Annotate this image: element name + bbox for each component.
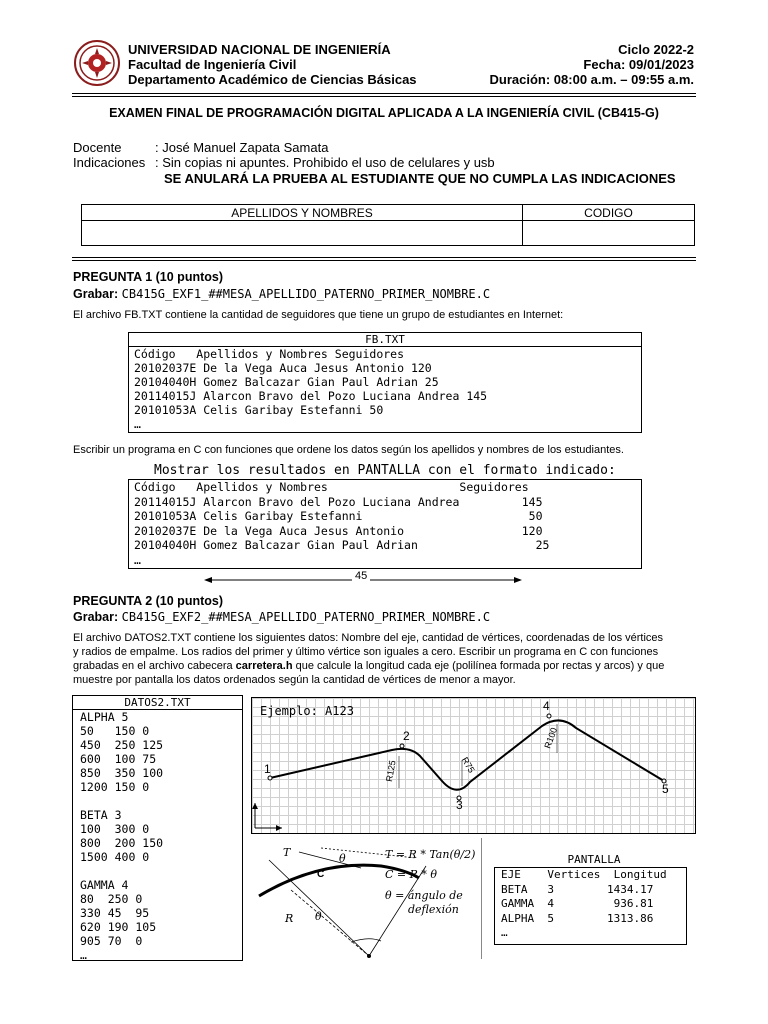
q2-para-2: y radios de empalme. Los radios del primer y último vértice son iguales a cero. Escribir un programa en C con funciones [73,646,659,658]
datos2-file-line: … [80,948,87,962]
q1-intro: El archivo FB.TXT contiene la cantidad de seguidores que tiene un grupo de estudiantes en Internet: [73,309,564,321]
datos2-file-line: 330 45 95 [80,906,150,920]
datos2-file-line: ALPHA 5 [80,710,129,724]
datos2-file-line [80,794,242,808]
q2-title: PREGUNTA 2 (10 puntos) [73,594,224,608]
formula-t: T = R * Tan(θ/2) [385,848,476,861]
fb-file-line: 20114015J Alarcon Bravo del Pozo Luciana Andrea 145 [134,389,488,403]
example-label: Ejemplo: A123 [260,704,354,718]
datos2-file-line: 620 190 105 [80,920,157,934]
q1-output-line: 20102037E De la Vega Auca Jesus Antonio 120 [134,523,543,538]
screen-line: BETA 3 1434.17 [501,882,654,896]
curve-label-c: C [317,869,325,880]
radius-label-r100: R100 [542,726,560,750]
names-input[interactable] [83,222,521,243]
student-table [81,204,695,246]
datos2-file-line: BETA 3 [80,808,122,822]
vertex-label-4: 4 [543,699,550,713]
curve-diagram [251,838,482,959]
radius-label-r125: R125 [383,759,398,783]
fb-file-box [128,332,642,433]
exam-title: EXAMEN FINAL DE PROGRAMACIÓN DIGITAL APLICADA A LA INGENIERÍA CIVIL (CB415-G) [109,106,659,120]
q1-output-line: 20114015J Alarcon Bravo del Pozo Luciana Andrea 145 [134,494,543,509]
names-header: APELLIDOS Y NOMBRES [231,206,373,220]
indicaciones-value: : Sin copias ni apuntes. Prohibido el uso de celulares y usb [155,155,495,170]
formula-theta-2: deflexión [408,903,459,916]
university-name: UNIVERSIDAD NACIONAL DE INGENIERÍA [128,42,391,57]
radius-label-r75: R75 [459,755,477,775]
curve-label-theta-2: θ [315,910,322,923]
datos2-file-line: 850 350 100 [80,766,164,780]
q1-output-line: … [134,552,141,567]
exam-duration: Duración: 08:00 a.m. – 09:55 a.m. [489,72,694,87]
fb-file-line: 20104040H Gomez Balcazar Gian Paul Adrian 25 [134,375,439,389]
faculty-name: Facultad de Ingeniería Civil [128,57,297,72]
indicaciones-label: Indicaciones [73,155,146,170]
fb-file-line: 20102037E De la Vega Auca Jesus Antonio 120 [134,361,432,375]
q2-save-file: CB415G_EXF2_##MESA_APELLIDO_PATERNO_PRIMER_NOMBRE.C [121,610,491,624]
screen-content [495,868,686,941]
example-graph [251,697,696,834]
q2-para-1: El archivo DATOS2.TXT contiene los siguientes datos: Nombre del eje, cantidad de vértices, coordenadas de los vértices [73,632,664,644]
fb-file-content [129,347,641,431]
datos2-file-line: 80 250 0 [80,892,143,906]
formula-c: C = R * θ [385,868,438,881]
width-label: 45 [352,570,370,582]
vertex-label-1: 1 [264,762,271,776]
q1-output-content [129,480,641,567]
datos2-file-line: 100 300 0 [80,822,150,836]
section-rule-2 [72,260,696,261]
docente-label: Docente [73,140,122,155]
fb-file-line: Código Apellidos y Nombres Seguidores [134,347,405,361]
datos2-file-box [72,695,243,961]
curve-label-theta: θ [339,852,346,865]
section-rule [72,257,696,258]
q2-save-label: Grabar: [73,610,119,624]
vertex-label-3: 3 [456,798,463,812]
curve-label-t: T [283,846,291,859]
q1-task: Escribir un programa en C con funciones que ordene los datos según los apellidos y nombres de los estudiantes. [73,444,624,456]
datos2-file-line [80,864,242,878]
q1-output-line: 20104040H Gomez Balcazar Gian Paul Adrian 25 [134,538,550,552]
header-file-name: carretera.h [235,660,293,672]
q1-save-label: Grabar: [73,287,119,301]
q1-show: Mostrar los resultados en PANTALLA con el formato indicado: [154,463,616,478]
q1-output-line: Código Apellidos y Nombres Seguidores [134,480,529,494]
university-seal [74,40,120,86]
datos2-file-content [73,710,242,962]
datos2-file-title: DATOS2.TXT [73,696,242,710]
code-header: CODIGO [584,206,633,220]
q1-save-file: CB415G_EXF1_##MESA_APELLIDO_PATERNO_PRIMER_NOMBRE.C [121,287,491,301]
datos2-file-line: 50 150 0 [80,724,150,738]
q1-output-box [128,479,642,569]
docente-value: : José Manuel Zapata Samata [155,140,329,155]
q2-save-line [73,610,490,624]
q1-title: PREGUNTA 1 (10 puntos) [73,270,224,284]
screen-line: EJE Vertices Longitud [501,868,667,881]
screen-line: … [501,926,508,939]
datos2-file-line: 450 250 125 [80,738,164,752]
datos2-file-line: GAMMA 4 [80,878,129,892]
screen-line: GAMMA 4 936.81 [501,897,654,910]
screen-box [494,867,687,945]
q1-output-line: 20101053A Celis Garibay Estefanni 50 [134,509,543,523]
datos2-file-line: 600 100 75 [80,752,157,766]
datos2-file-line: 800 200 150 [80,836,164,850]
vertex-label-5: 5 [662,782,669,796]
cycle: Ciclo 2022-2 [618,42,694,57]
screen-title: PANTALLA [567,853,621,866]
q2-para-4: muestre por pantalla los datos ordenados según la cantidad de vértices de menor a mayor. [73,674,516,686]
datos2-file-line: 1500 400 0 [80,850,150,864]
q1-save-line [73,287,490,301]
fb-file-title: FB.TXT [129,333,641,347]
datos2-file-line: 1200 150 0 [80,780,150,794]
fb-file-line: 20101053A Celis Garibay Estefanni 50 [134,403,384,417]
datos2-file-line: 905 70 0 [80,934,143,948]
exam-date: Fecha: 09/01/2023 [583,57,694,72]
department-name: Departamento Académico de Ciencias Básicas [128,72,417,87]
header-rule-2 [72,96,696,97]
screen-line: ALPHA 5 1313.86 [501,911,654,925]
fb-file-line: … [134,417,141,431]
vertex-label-2: 2 [403,729,410,743]
warning-text: SE ANULARÁ LA PRUEBA AL ESTUDIANTE QUE NO CUMPLA LAS INDICACIONES [164,171,676,186]
formula-theta-1: θ = ángulo de [385,889,463,902]
q2-para-3: grabadas en el archivo cabecera carretera.h que calcule la longitud cada eje (polilínea formada por rectas y arcos) y que [73,660,665,672]
code-input[interactable] [524,222,693,243]
header-rule [72,93,696,94]
curve-label-r: R [285,912,294,925]
